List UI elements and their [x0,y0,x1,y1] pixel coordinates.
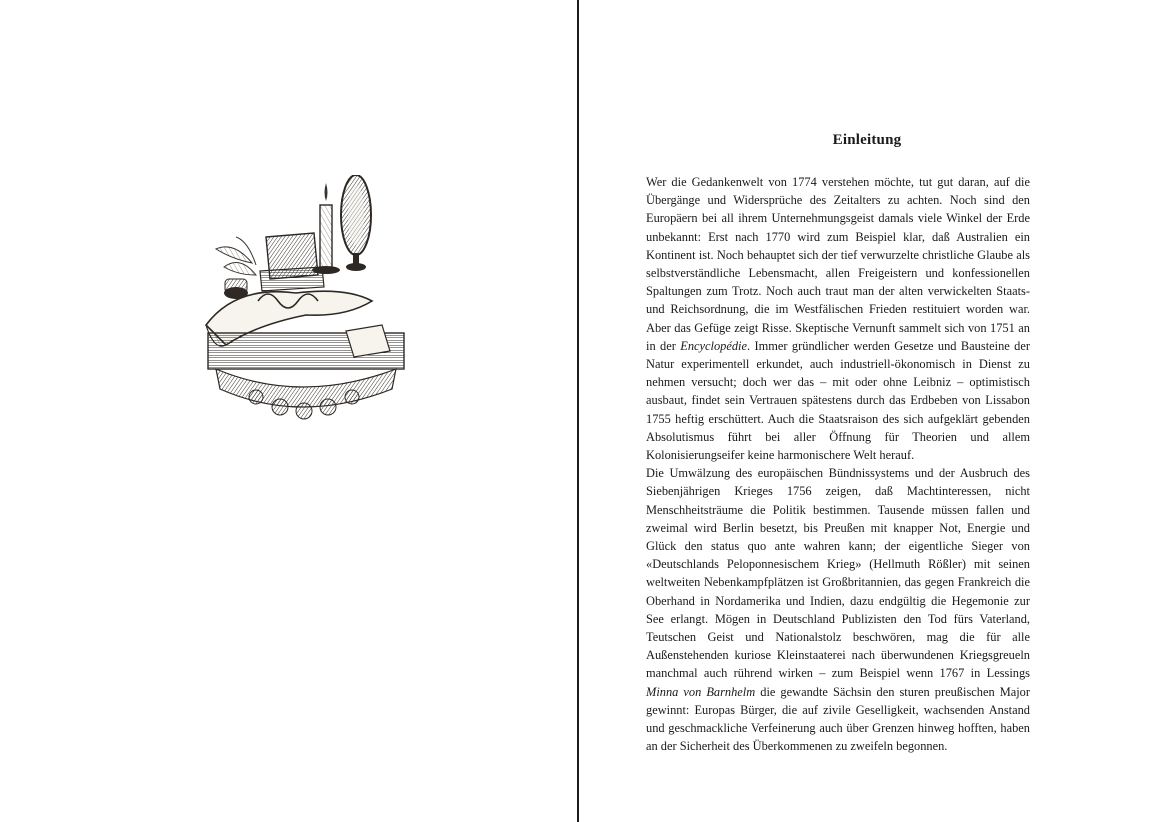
paragraph-2-text: Die Umwälzung des europäischen Bündnissystems und der Ausbruch des Siebenjährigen Krieges 1756 zeigen, daß Machtinteressen, nicht Menschheitsträume die Politik bestimmen. Tausende müssen fallen und zweimal wird Berlin besetzt, bis Preußen mit knapper Not, Energie und Glück den status quo ante wahren kann; der eigentliche Sieger von «Deutschlands Peloponnesischem Krieg» (Hellmuth Rößler) mit seinen weltweiten Nebenkampfplätzen ist Großbritannien, das gegen Frankreich die Oberhand in Nordamerika und Indien, dazu endgültig die Hegemonie zur See erlangt. Mögen in Deutschland Publizisten den Tod fürs Vaterland, Teutschen Geist und Nationalstolz beschwören, mag die für alle Außenstehenden kuriose Kleinstaaterei nach überwundenen Kriegsgreueln manchmal auch rührend wirken – zum Beispiel wenn 1767 in Lessings [646,466,1030,681]
body-text [646,173,1030,756]
paragraph-2 [646,464,1030,755]
italic-title-minna-von-barnhelm: Minna von Barnhelm [646,684,756,699]
paragraph-1 [646,173,1030,464]
paragraph-2-text-continued: die gewandte Sächsin den sturen preußischen Major gewinnt: Europas Bürger, die auf zivile Geselligkeit, wachsenden Anstand und geschmackliche Verfeinerung auch über Grenzen hinweg hofften, haben an der Sicherheit des Überkommenen zu zweifeln begonnen. [646,684,1030,754]
right-page [580,0,1154,822]
paragraph-1-text-continued: . Immer gründlicher werden Gesetze und Bausteine der Natur experimentell erkundet, auch industriell-ökonomisch in Dienst zu nehmen versucht; doch wer das – mit oder ohne Leibniz – optimistisch ausbaut, findet sein Vertrauen spätestens durch das Erdbeben von Lissabon 1755 heftig erschüttert. Auch die Staatsraison des sich aufgeklärt gebenden Absolutismus führt bei aller Öffnung für Theorien und allem Kolonisierungseifer keine harmonischere Welt herauf. [646,338,1030,463]
paragraph-1-text: Wer die Gedankenwelt von 1774 verstehen möchte, tut gut daran, auf die Übergänge und Widersprüche des Zeitalters zu achten. Noch sind den Europäern bei all ihrem Unternehmungsgeist damals viele Winkel der Erde unbekannt: Erst nach 1770 wird zum Beispiel klar, daß Australien ein Kontinent ist. Noch behauptet sich der tief verwurzelte christliche Glaube als selbstverständliche Lebensmacht, allen Freigeistern und konfessionellen Spaltungen zum Trotz. Noch auch traut man der alten verwickelten Staats- und Reichsordnung, die im Westfälischen Frieden restituiert worden war. Aber das Gefüge zeigt Risse. Skeptische Vernunft sammelt sich von 1751 an in der [646,175,1030,353]
chapter-title: Einleitung [832,132,902,148]
still-life-vignette-illustration [196,175,406,427]
book-gutter-divider [577,0,579,822]
italic-title-encyclopedie: Encyclopédie [680,338,747,353]
